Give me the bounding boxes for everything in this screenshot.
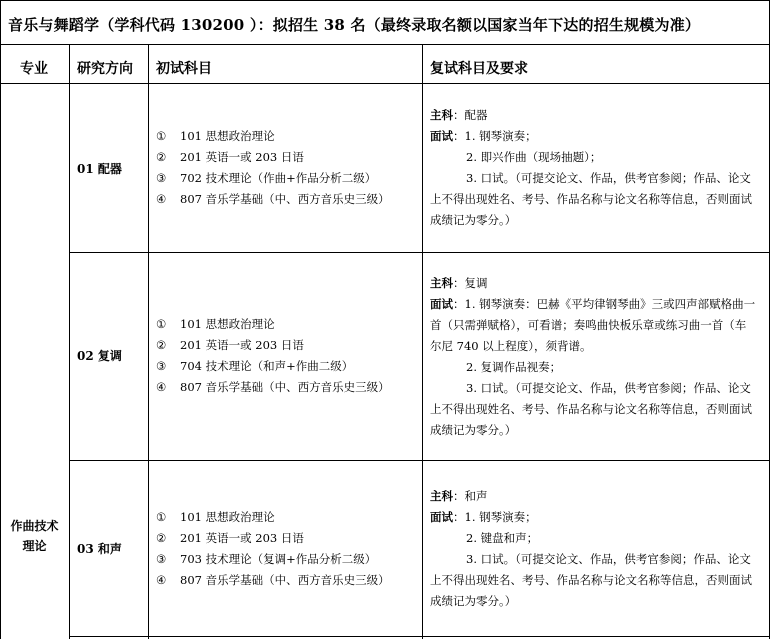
- requirement-line: 2. 即兴作曲（现场抽题）；: [466, 150, 602, 164]
- subject-number: ③: [156, 171, 167, 185]
- header-direction: 研究方向: [77, 61, 133, 77]
- requirement-line: 尔尼 740 以上程度），须背谱。: [430, 339, 592, 353]
- requirement-line: 上不得出现姓名、考号、作品名称与论文名称等信息，否则面试: [430, 402, 752, 416]
- requirement-line: 上不得出现姓名、考号、作品名称与论文名称等信息，否则面试: [430, 192, 752, 206]
- requirement-line: 2. 键盘和声；: [466, 531, 539, 545]
- initial-subject-list: [156, 126, 390, 210]
- main-subject-label: 主科: [430, 276, 453, 290]
- row2-divider: [69, 460, 770, 461]
- subject-text: 702 技术理论（作曲+作品分析二级）: [180, 171, 377, 185]
- major-name: [0, 516, 69, 556]
- subject-item: [156, 147, 390, 168]
- table-border-top: [0, 0, 770, 1]
- page-title: 音乐与舞蹈学（学科代码 130200 ）：拟招生 38 名（最终录取名额以国家当年下达的招生规模为准）: [8, 16, 701, 34]
- requirement-text: ：1. 钢琴演奏：巴赫《平均律钢琴曲》三或四声部赋格曲一: [453, 297, 756, 311]
- subject-item: [156, 314, 390, 335]
- subject-item: [156, 335, 390, 356]
- subject-item: [156, 377, 390, 398]
- subject-item: [156, 549, 390, 570]
- subject-number: ②: [156, 338, 167, 352]
- subject-number: ②: [156, 150, 167, 164]
- subject-text: 807 音乐学基础（中、西方音乐史三级）: [180, 573, 390, 587]
- retest-requirements: [430, 486, 766, 612]
- major-name-line1: 作曲技术: [10, 519, 59, 533]
- subject-item: [156, 528, 390, 549]
- col-divider-major: [69, 45, 70, 639]
- subject-number: ③: [156, 552, 167, 566]
- header-divider: [0, 83, 770, 84]
- subject-number: ①: [156, 129, 167, 143]
- header-retest-requirements: 复试科目及要求: [430, 61, 528, 77]
- interview-label: 面试: [430, 297, 453, 311]
- subject-text: 703 技术理论（复调+作品分析二级）: [180, 552, 377, 566]
- requirement-line: 成绩记为零分。）: [430, 213, 517, 227]
- retest-requirements: [430, 273, 766, 441]
- requirement-line: 成绩记为零分。）: [430, 423, 517, 437]
- requirement-line: 上不得出现姓名、考号、作品名称与论文名称等信息，否则面试: [430, 573, 752, 587]
- table-border-bottom: [69, 636, 770, 637]
- requirement-line: 成绩记为零分。）: [430, 594, 517, 608]
- title-divider: [0, 44, 770, 45]
- retest-requirements: [430, 105, 766, 231]
- requirement-line: 3. 口试。（可提交论文、作品，供考官参阅；作品、论文: [466, 171, 751, 185]
- row1-divider: [69, 252, 770, 253]
- requirement-line: 3. 口试。（可提交论文、作品，供考官参阅；作品、论文: [466, 381, 751, 395]
- subject-item: [156, 507, 390, 528]
- subject-number: ①: [156, 510, 167, 524]
- subject-number: ③: [156, 359, 167, 373]
- subject-item: [156, 570, 390, 591]
- major-name-line2: 理论: [22, 539, 47, 553]
- subject-text: 807 音乐学基础（中、西方音乐史三级）: [180, 192, 390, 206]
- main-subject-line: [430, 105, 766, 126]
- interview-line: [430, 294, 766, 315]
- direction-name: 02 复调: [77, 349, 122, 363]
- subject-item: [156, 168, 390, 189]
- col-divider-direction: [148, 45, 149, 639]
- requirement-line: 3. 口试。（可提交论文、作品，供考官参阅；作品、论文: [466, 552, 751, 566]
- main-subject-label: 主科: [430, 489, 453, 503]
- direction-name: 01 配器: [77, 162, 122, 176]
- header-major: 专业: [20, 61, 48, 77]
- subject-text: 201 英语一或 203 日语: [180, 531, 304, 545]
- subject-text: 704 技术理论（和声+作曲二级）: [180, 359, 354, 373]
- subject-number: ①: [156, 317, 167, 331]
- main-subject-label: 主科: [430, 108, 453, 122]
- subject-number: ④: [156, 380, 167, 394]
- main-subject-line: [430, 486, 766, 507]
- interview-label: 面试: [430, 129, 453, 143]
- subject-item: [156, 189, 390, 210]
- subject-text: 101 思想政治理论: [180, 129, 275, 143]
- subject-text: 807 音乐学基础（中、西方音乐史三级）: [180, 380, 390, 394]
- subject-text: 201 英语一或 203 日语: [180, 150, 304, 164]
- main-subject-value: ：和声: [453, 489, 488, 503]
- requirement-text: ：1. 钢琴演奏；: [453, 129, 537, 143]
- requirement-text: ：1. 钢琴演奏；: [453, 510, 537, 524]
- header-initial-subjects: 初试科目: [156, 61, 212, 77]
- direction-name: 03 和声: [77, 542, 122, 556]
- interview-line: [430, 126, 766, 147]
- initial-subject-list: [156, 314, 390, 398]
- subject-number: ②: [156, 531, 167, 545]
- initial-subject-list: [156, 507, 390, 591]
- requirement-line: 首（只需弹赋格），可看谱；奏鸣曲快板乐章或练习曲一首（车: [430, 318, 747, 332]
- subject-item: [156, 126, 390, 147]
- main-subject-value: ：复调: [453, 276, 488, 290]
- interview-label: 面试: [430, 510, 453, 524]
- main-subject-value: ：配器: [453, 108, 488, 122]
- col-divider-initial: [422, 45, 423, 639]
- subject-text: 201 英语一或 203 日语: [180, 338, 304, 352]
- interview-line: [430, 507, 766, 528]
- subject-item: [156, 356, 390, 377]
- subject-number: ④: [156, 573, 167, 587]
- subject-number: ④: [156, 192, 167, 206]
- subject-text: 101 思想政治理论: [180, 510, 275, 524]
- subject-text: 101 思想政治理论: [180, 317, 275, 331]
- requirement-line: 2. 复调作品视奏；: [466, 360, 562, 374]
- main-subject-line: [430, 273, 766, 294]
